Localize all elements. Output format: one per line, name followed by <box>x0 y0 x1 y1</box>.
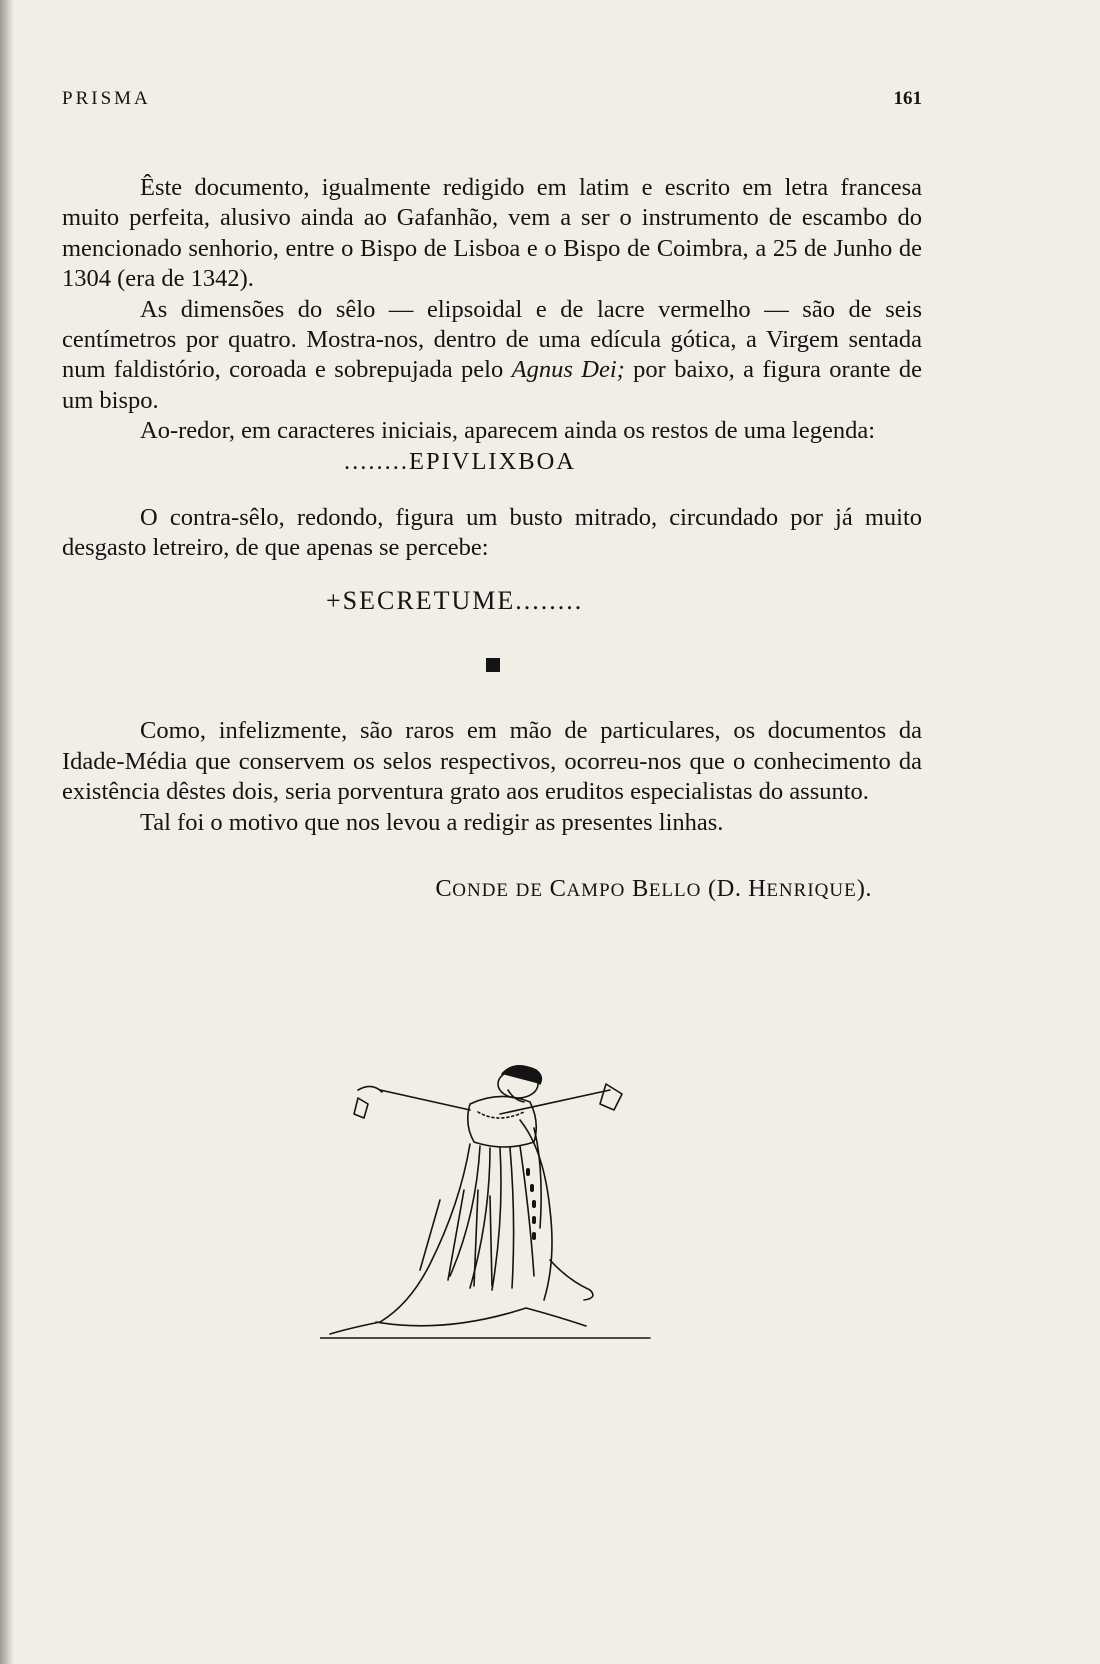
journal-title: PRISMA <box>62 88 151 109</box>
paragraph-2-part-b: por baixo, a figura orante de um bispo. <box>62 356 922 414</box>
paragraph-5: Como, infelizmente, são raros em mão de particulares, os documentos da Idade-Média que conservem os selos respectivos, ocorreu-nos que o conhecimento da existência dêstes dois, seria porventura grato aos eruditos especialistas do assunto. <box>62 717 922 806</box>
author-signature: CONDE DE CAMPO BELLO (D. HENRIQUE). <box>435 874 872 902</box>
seal-legend: ........EPIVLIXBOA <box>344 447 576 475</box>
greek-dancer-illustration-icon <box>320 1060 660 1360</box>
paragraph-4: O contra-sêlo, redondo, figura um busto mitrado, circundado por já muito desgasto letreiro, de que apenas se percebe: <box>62 504 922 562</box>
page-number: 161 <box>893 88 922 109</box>
page-edge-shadow <box>0 0 14 1664</box>
article-body <box>62 173 922 906</box>
paragraph-3: Ao-redor, em caracteres iniciais, aparecem ainda os restos de uma legenda: <box>140 417 876 445</box>
counter-seal-legend: +SECRETUME........ <box>326 585 584 615</box>
section-divider-square-icon <box>486 658 500 672</box>
paragraph-2 <box>62 295 922 417</box>
paragraph-6: Tal foi o motivo que nos levou a redigir as presentes linhas. <box>140 808 724 836</box>
paragraph-1: Êste documento, igualmente redigido em latim e escrito em letra francesa muito perfeita, alusivo ainda ao Gafanhão, vem a ser o instrumento de escambo do mencionado senhorio, entre o Bispo de Lisboa e o Bispo de Coimbra, a 25 de Junho de 1304 (era de 1342). <box>62 174 922 293</box>
agnus-dei-italic: Agnus Dei; <box>511 356 625 384</box>
paragraph-2-part-a: As dimensões do sêlo — elipsoidal e de lacre vermelho — são de seis centímetros por quatro. Mostra-nos, dentro de uma edícula gótica, a Virgem sentada num faldistório, coroada e sobrepujada pelo <box>62 295 922 384</box>
running-header <box>62 88 922 118</box>
